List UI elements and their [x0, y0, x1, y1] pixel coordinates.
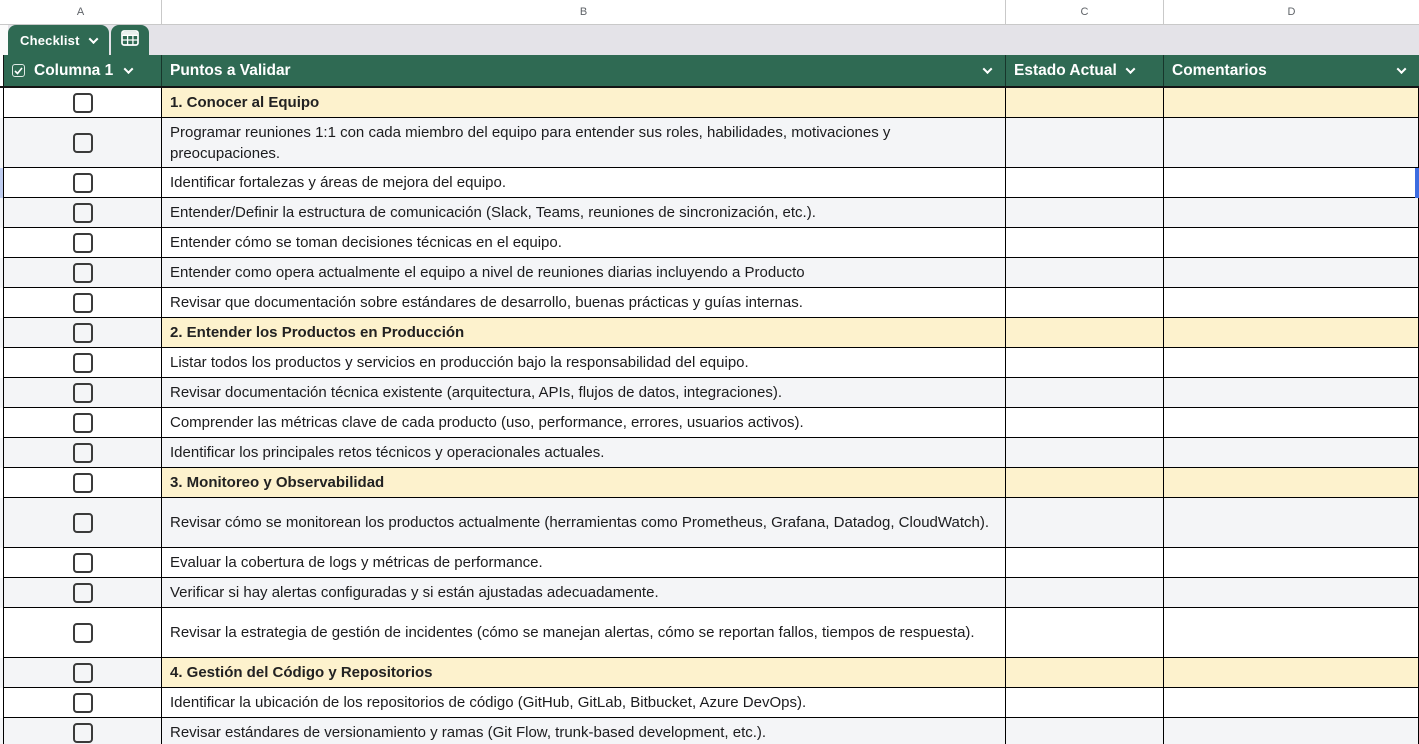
- task-text: Revisar la estrategia de gestión de incidentes (cómo se manejan alertas, cómo se reportan fallos, tiempos de respuesta).: [170, 624, 975, 641]
- table-view-button[interactable]: [111, 25, 149, 55]
- checkbox-cell[interactable]: [3, 578, 162, 608]
- comentarios-cell[interactable]: [1164, 318, 1419, 348]
- task-text: Identificar fortalezas y áreas de mejora del equipo.: [170, 174, 507, 191]
- row-checkbox[interactable]: [73, 133, 93, 153]
- checkbox-cell[interactable]: [3, 408, 162, 438]
- comentarios-cell[interactable]: [1164, 548, 1419, 578]
- checklist-rows: [0, 88, 1419, 744]
- section-title-cell[interactable]: [162, 318, 1006, 348]
- comentarios-cell[interactable]: [1164, 258, 1419, 288]
- row-checkbox[interactable]: [73, 623, 93, 643]
- spreadsheet-grid-icon: [121, 30, 139, 51]
- comentarios-cell[interactable]: [1164, 288, 1419, 318]
- checklist-row: [0, 118, 1419, 168]
- checkbox-cell[interactable]: [3, 688, 162, 718]
- task-text: Identificar la ubicación de los repositorios de código (GitHub, GitLab, Bitbucket, Azure DevOps).: [170, 694, 807, 711]
- section-title: 2. Entender los Productos en Producción: [170, 324, 465, 341]
- section-row: [0, 88, 1419, 118]
- section-title-cell[interactable]: [162, 468, 1006, 498]
- checkbox-cell[interactable]: [3, 438, 162, 468]
- checkbox-cell[interactable]: [3, 468, 162, 498]
- row-checkbox[interactable]: [73, 693, 93, 713]
- estado-cell[interactable]: [1006, 168, 1164, 198]
- task-text: Revisar cómo se monitorean los productos actualmente (herramientas como Prometheus, Grafana, Datadog, CloudWatch).: [170, 514, 989, 531]
- table-header-row: [0, 55, 1419, 88]
- task-text-cell[interactable]: [162, 718, 1006, 744]
- estado-cell[interactable]: [1006, 348, 1164, 378]
- checklist-row: [0, 608, 1419, 658]
- checklist-row: [0, 688, 1419, 718]
- row-checkbox[interactable]: [73, 203, 93, 223]
- task-text-cell[interactable]: [162, 548, 1006, 578]
- checkbox-cell[interactable]: [3, 718, 162, 744]
- row-checkbox[interactable]: [73, 173, 93, 193]
- task-text-cell[interactable]: [162, 438, 1006, 468]
- estado-cell[interactable]: [1006, 228, 1164, 258]
- header-cell-columna-1[interactable]: [3, 55, 162, 86]
- select-all-checkbox-icon[interactable]: [12, 64, 25, 77]
- task-text: Identificar los principales retos técnicos y operacionales actuales.: [170, 444, 605, 461]
- header-cell-puntos-a-validar[interactable]: [162, 55, 1006, 86]
- task-text-cell[interactable]: [162, 228, 1006, 258]
- column-letter-c[interactable]: C: [1006, 0, 1164, 24]
- checkbox-cell[interactable]: [3, 228, 162, 258]
- section-row: [0, 658, 1419, 688]
- table-name-label: Checklist: [20, 32, 80, 48]
- checklist-row: [0, 408, 1419, 438]
- column-dropdown-icon[interactable]: [1397, 64, 1407, 74]
- header-label-puntos: Puntos a Validar: [170, 61, 291, 79]
- checkbox-cell[interactable]: [3, 168, 162, 198]
- estado-cell[interactable]: [1006, 658, 1164, 688]
- header-cell-comentarios[interactable]: [1164, 55, 1419, 86]
- comentarios-cell[interactable]: [1164, 578, 1419, 608]
- column-dropdown-icon[interactable]: [124, 64, 134, 74]
- row-checkbox[interactable]: [73, 233, 93, 253]
- estado-cell[interactable]: [1006, 498, 1164, 548]
- column-letters-row: [0, 0, 1419, 25]
- checklist-row: [0, 378, 1419, 408]
- checklist-row: [0, 438, 1419, 468]
- checklist-row: [0, 718, 1419, 744]
- tab-strip-left-pad: [0, 25, 8, 55]
- checkbox-cell[interactable]: [3, 608, 162, 658]
- row-checkbox[interactable]: [73, 473, 93, 493]
- section-title-cell[interactable]: [162, 88, 1006, 118]
- comentarios-cell[interactable]: [1164, 718, 1419, 744]
- checklist-row: [0, 498, 1419, 548]
- checkbox-cell[interactable]: [3, 658, 162, 688]
- section-title: 3. Monitoreo y Observabilidad: [170, 474, 385, 491]
- task-text-cell[interactable]: [162, 378, 1006, 408]
- task-text: Revisar estándares de versionamiento y ramas (Git Flow, trunk-based development, etc.).: [170, 724, 767, 741]
- comentarios-cell[interactable]: [1164, 498, 1419, 548]
- column-dropdown-icon[interactable]: [983, 64, 993, 74]
- task-text-cell[interactable]: [162, 168, 1006, 198]
- column-dropdown-icon[interactable]: [1125, 64, 1135, 74]
- section-row: [0, 468, 1419, 498]
- section-row: [0, 318, 1419, 348]
- task-text: Revisar que documentación sobre estándares de desarrollo, buenas prácticas y guías internas.: [170, 294, 803, 311]
- estado-cell[interactable]: [1006, 548, 1164, 578]
- checkbox-cell[interactable]: [3, 118, 162, 168]
- comentarios-cell[interactable]: [1164, 688, 1419, 718]
- checkbox-cell[interactable]: [3, 88, 162, 118]
- row-checkbox[interactable]: [73, 263, 93, 283]
- estado-cell[interactable]: [1006, 318, 1164, 348]
- estado-cell[interactable]: [1006, 378, 1164, 408]
- checklist-row: [0, 258, 1419, 288]
- checkbox-cell[interactable]: [3, 288, 162, 318]
- row-checkbox[interactable]: [73, 663, 93, 683]
- comentarios-cell[interactable]: [1164, 438, 1419, 468]
- comentarios-cell[interactable]: [1164, 408, 1419, 438]
- row-checkbox[interactable]: [73, 553, 93, 573]
- comentarios-cell[interactable]: [1164, 228, 1419, 258]
- checkbox-cell[interactable]: [3, 348, 162, 378]
- estado-cell[interactable]: [1006, 258, 1164, 288]
- estado-cell[interactable]: [1006, 468, 1164, 498]
- task-text-cell[interactable]: [162, 498, 1006, 548]
- estado-cell[interactable]: [1006, 578, 1164, 608]
- comentarios-cell[interactable]: [1164, 378, 1419, 408]
- task-text-cell[interactable]: [162, 408, 1006, 438]
- estado-cell[interactable]: [1006, 438, 1164, 468]
- header-label-comentarios: Comentarios: [1172, 61, 1267, 79]
- row-checkbox[interactable]: [73, 293, 93, 313]
- estado-cell[interactable]: [1006, 408, 1164, 438]
- task-text: Programar reuniones 1:1 con cada miembro del equipo para entender sus roles, habilidades, motivaciones y preocupaciones.: [170, 123, 891, 162]
- section-title: 4. Gestión del Código y Repositorios: [170, 664, 433, 681]
- row-checkbox[interactable]: [73, 413, 93, 433]
- checklist-row: [0, 348, 1419, 378]
- task-text-cell[interactable]: [162, 688, 1006, 718]
- comentarios-cell[interactable]: [1164, 468, 1419, 498]
- section-title: 1. Conocer al Equipo: [170, 94, 320, 111]
- column-letter-d[interactable]: D: [1287, 6, 1296, 18]
- comentarios-cell[interactable]: [1164, 348, 1419, 378]
- comentarios-cell[interactable]: [1164, 118, 1419, 168]
- checklist-row: [0, 198, 1419, 228]
- row-checkbox[interactable]: [73, 353, 93, 373]
- header-label-estado: Estado Actual: [1014, 61, 1117, 79]
- comentarios-cell[interactable]: [1164, 88, 1419, 118]
- task-text-cell[interactable]: [162, 258, 1006, 288]
- estado-cell[interactable]: [1006, 608, 1164, 658]
- checklist-row: [0, 168, 1419, 198]
- comentarios-cell[interactable]: [1164, 608, 1419, 658]
- task-text-cell[interactable]: [162, 578, 1006, 608]
- chevron-down-icon[interactable]: [88, 34, 98, 44]
- task-text-cell[interactable]: [162, 118, 1006, 168]
- column-letter-b[interactable]: B: [162, 0, 1006, 24]
- checkbox-cell[interactable]: [3, 378, 162, 408]
- estado-cell[interactable]: [1006, 198, 1164, 228]
- checkbox-cell[interactable]: [3, 548, 162, 578]
- task-text-cell[interactable]: [162, 198, 1006, 228]
- checklist-row: [0, 578, 1419, 608]
- table-tab-strip: [0, 25, 1419, 55]
- task-text: Entender como opera actualmente el equipo a nivel de reuniones diarias incluyendo a Producto: [170, 264, 805, 281]
- task-text-cell[interactable]: [162, 608, 1006, 658]
- row-checkbox[interactable]: [73, 323, 93, 343]
- section-title-cell[interactable]: [162, 658, 1006, 688]
- checklist-row: [0, 228, 1419, 258]
- checkbox-cell[interactable]: [3, 318, 162, 348]
- task-text-cell[interactable]: [162, 348, 1006, 378]
- comentarios-cell[interactable]: [1164, 168, 1419, 198]
- checklist-row: [0, 548, 1419, 578]
- row-checkbox[interactable]: [73, 443, 93, 463]
- task-text: Evaluar la cobertura de logs y métricas de performance.: [170, 554, 543, 571]
- estado-cell[interactable]: [1006, 688, 1164, 718]
- task-text: Comprender las métricas clave de cada producto (uso, performance, errores, usuarios activos).: [170, 414, 804, 431]
- row-checkbox[interactable]: [73, 583, 93, 603]
- checkbox-cell[interactable]: [3, 258, 162, 288]
- row-checkbox[interactable]: [73, 513, 93, 533]
- comentarios-cell[interactable]: [1164, 658, 1419, 688]
- estado-cell[interactable]: [1006, 88, 1164, 118]
- checkbox-cell[interactable]: [3, 198, 162, 228]
- checklist-row: [0, 288, 1419, 318]
- table-name-chip[interactable]: [8, 25, 109, 55]
- task-text-cell[interactable]: [162, 288, 1006, 318]
- row-checkbox[interactable]: [73, 93, 93, 113]
- task-text: Entender/Definir la estructura de comunicación (Slack, Teams, reuniones de sincronización, etc.).: [170, 204, 816, 221]
- column-letter-a[interactable]: A: [0, 0, 162, 24]
- task-text: Listar todos los productos y servicios en producción bajo la responsabilidad del equipo.: [170, 354, 749, 371]
- estado-cell[interactable]: [1006, 718, 1164, 744]
- estado-cell[interactable]: [1006, 118, 1164, 168]
- estado-cell[interactable]: [1006, 288, 1164, 318]
- row-checkbox[interactable]: [73, 383, 93, 403]
- task-text: Revisar documentación técnica existente (arquitectura, APIs, flujos de datos, integraciones).: [170, 384, 782, 401]
- header-cell-estado-actual[interactable]: [1006, 55, 1164, 86]
- selection-right-bar: [1415, 168, 1419, 198]
- row-checkbox[interactable]: [73, 723, 93, 743]
- task-text: Verificar si hay alertas configuradas y si están ajustadas adecuadamente.: [170, 584, 659, 601]
- task-text: Entender cómo se toman decisiones técnicas en el equipo.: [170, 234, 562, 251]
- header-label-columna-1: Columna 1: [34, 61, 114, 79]
- checkbox-cell[interactable]: [3, 498, 162, 548]
- comentarios-cell[interactable]: [1164, 198, 1419, 228]
